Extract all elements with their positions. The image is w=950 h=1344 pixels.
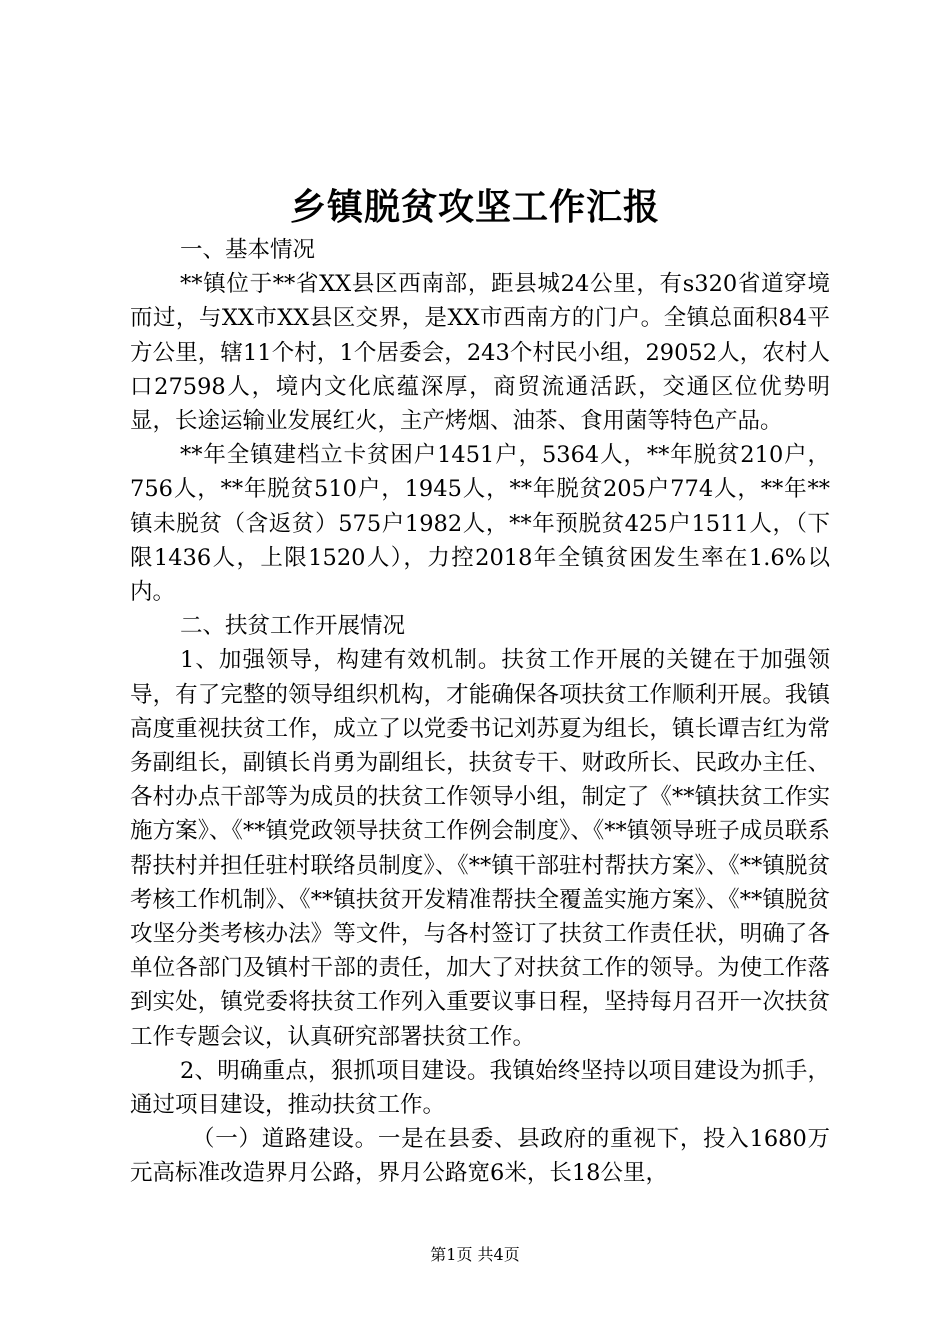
section-heading-work-progress: 二、扶贫工作开展情况 bbox=[180, 613, 406, 640]
section-heading-basic-info: 一、基本情况 bbox=[180, 237, 316, 263]
paragraph-project-construction: 2、明确重点，狠抓项目建设。我镇始终坚持以项目建设为抓手，通过项目建设，推动扶贫工作。 bbox=[130, 1057, 830, 1119]
paragraph-town-overview: **镇位于**省XX县区西南部，距县城24公里，有s320省道穿境而过，与XX市XX县区交界，是XX市西南方的门户。全镇总面积84平方公里，辖11个村，1个居委会，243个村民小组，29052人，农村人口27598人，境内文化底蕴深厚，商贸流通活跃，交通区位优势明显，长途运输业发展红火，主产烤烟、油茶、食用菌等特色产品。 bbox=[130, 271, 830, 435]
paragraph-road-construction: （一）道路建设。一是在县委、县政府的重视下，投入1680万元高标准改造界月公路，界月公路宽6米，长18公里， bbox=[130, 1126, 830, 1187]
paragraph-poverty-statistics: **年全镇建档立卡贫困户1451户，5364人，**年脱贫210户，756人，**年脱贫510户，1945人，**年脱贫205户774人，**年**镇未脱贫（含返贫）575户1982人，**年预脱贫425户1511人，（下限1436人，上限1520人），力控2018年全镇贫困发生率在1.6%以内。 bbox=[130, 442, 830, 606]
page-footer: 第1页 共4页 bbox=[430, 1245, 520, 1264]
paragraph-leadership-mechanism: 1、加强领导，构建有效机制。扶贫工作开展的关键在于加强领导，有了完整的领导组织机构，才能确保各项扶贫工作顺利开展。我镇高度重视扶贫工作，成立了以党委书记刘苏夏为组长，镇长谭吉红为常务副组长，副镇长肖勇为副组长，扶贫专干、财政所长、民政办主任、各村办点干部等为成员的扶贫工作领导小组，制定了《**镇扶贫工作实施方案》、《**镇党政领导扶贫工作例会制度》、《**镇领导班子成员联系帮扶村并担任驻村联络员制度》、《**镇干部驻村帮扶方案》、《**镇脱贫考核工作机制》、《**镇扶贫开发精准帮扶全覆盖实施方案》、《**镇脱贫攻坚分类考核办法》等文件，与各村签订了扶贫工作责任状，明确了各单位各部门及镇村干部的责任，加大了对扶贫工作的领导。为使工作落到实处，镇党委将扶贫工作列入重要议事日程，坚持每月召开一次扶贫工作专题会议，认真研究部署扶贫工作。 bbox=[130, 647, 830, 1050]
document-title: 乡镇脱贫攻坚工作汇报 bbox=[289, 186, 660, 228]
document-body bbox=[130, 233, 830, 1191]
